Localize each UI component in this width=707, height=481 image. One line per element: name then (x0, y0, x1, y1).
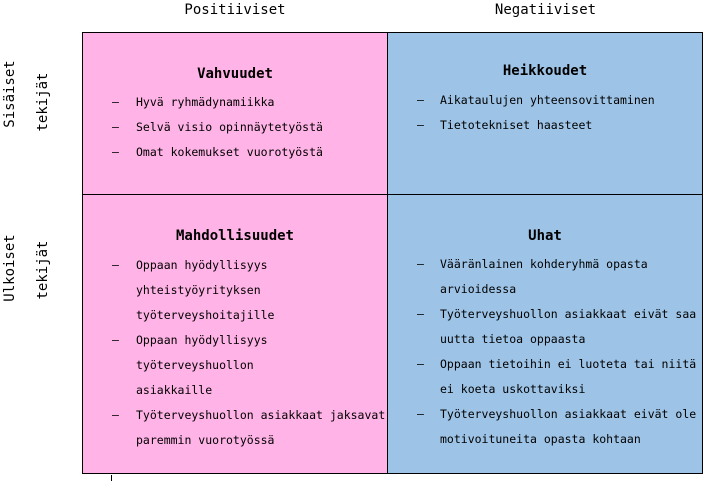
row-label-external-line2: tekijät (35, 240, 51, 300)
threats-list (388, 252, 702, 452)
list-item-text: Työterveyshuollon asiakkaat eivät ole (440, 407, 697, 421)
bullet-dash: – (417, 407, 424, 421)
quadrant-threats (388, 195, 702, 473)
list-item-text: arvioidessa (440, 282, 517, 296)
list-item-text: asiakkaille (136, 383, 213, 397)
weaknesses-list (388, 88, 702, 138)
list-item-line (388, 402, 702, 427)
list-item-text: Työterveyshuollon asiakkaat jaksavat (136, 408, 386, 422)
list-item-line (83, 378, 387, 403)
list-item-line (83, 428, 387, 453)
bullet-dash: – (112, 120, 119, 134)
list-item-line (388, 302, 702, 327)
list-item-text: motivoituneita opasta kohtaan (440, 432, 641, 446)
quadrant-title-weaknesses: Heikkoudet (502, 63, 588, 79)
list-item-text: Oppaan hyödyllisyys työterveyshuollon (136, 333, 268, 372)
list-item-line (388, 252, 702, 277)
list-item-line (388, 377, 702, 402)
list-item-text: Aikataulujen yhteensovittaminen (440, 93, 655, 107)
list-item-line (388, 352, 702, 377)
list-item-text: Selvä visio opinnäytetyöstä (136, 120, 323, 134)
list-item-text: Omat kokemukset vuorotyöstä (136, 145, 323, 159)
bullet-dash: – (112, 333, 119, 347)
bullet-dash: – (417, 118, 424, 132)
quadrant-title-strengths: Vahvuudet (197, 66, 273, 82)
strengths-list (83, 90, 387, 165)
row-label-internal-line2: tekijät (35, 72, 51, 132)
tick-mark (111, 475, 112, 481)
bullet-dash: – (417, 307, 424, 321)
list-item-line (83, 140, 387, 165)
list-item-text: Vääränlainen kohderyhmä opasta (440, 257, 648, 271)
bullet-dash: – (417, 357, 424, 371)
list-item-text: Oppaan tietoihin ei luoteta tai niitä (440, 357, 697, 371)
row-label-internal-line1: Sisäiset (2, 60, 18, 128)
list-item-text: Oppaan hyödyllisyys yhteistyöyrityksen (136, 258, 268, 297)
list-item-text: Työterveyshuollon asiakkaat eivät saa (440, 307, 697, 321)
bullet-dash: – (417, 93, 424, 107)
row-label-external-line1: Ulkoiset (2, 234, 18, 302)
list-item-line (388, 113, 702, 138)
swot-grid (82, 32, 703, 474)
list-item-line (83, 403, 387, 428)
list-item-text: Hyvä ryhmädynamiikka (136, 95, 275, 109)
quadrant-opportunities (83, 195, 388, 473)
bullet-dash: – (112, 95, 119, 109)
bullet-dash: – (417, 257, 424, 271)
list-item-text: työterveyshoitajille (136, 308, 275, 322)
bullet-dash: – (112, 145, 119, 159)
quadrant-title-opportunities: Mahdollisuudet (175, 228, 294, 244)
list-item-text: Tietotekniset haasteet (440, 118, 593, 132)
list-item-text: paremmin vuorotyössä (136, 433, 275, 447)
bullet-dash: – (112, 408, 119, 422)
column-header-negative: Negatiiviset (494, 2, 597, 18)
opportunities-list (83, 253, 387, 453)
list-item-line (388, 427, 702, 452)
list-item-line (83, 90, 387, 115)
quadrant-weaknesses (388, 33, 702, 195)
quadrant-strengths (83, 33, 388, 195)
list-item-line (83, 253, 387, 303)
list-item-line (83, 328, 387, 378)
list-item-line (83, 115, 387, 140)
list-item-line (83, 303, 387, 328)
list-item-line (388, 327, 702, 352)
list-item-text: uutta tietoa oppaasta (440, 332, 586, 346)
quadrant-title-threats: Uhat (528, 228, 562, 244)
bullet-dash: – (112, 258, 119, 272)
column-header-positive: Positiiviset (184, 2, 286, 18)
list-item-text: ei koeta uskottaviksi (440, 382, 586, 396)
list-item-line (388, 88, 702, 113)
list-item-line (388, 277, 702, 302)
